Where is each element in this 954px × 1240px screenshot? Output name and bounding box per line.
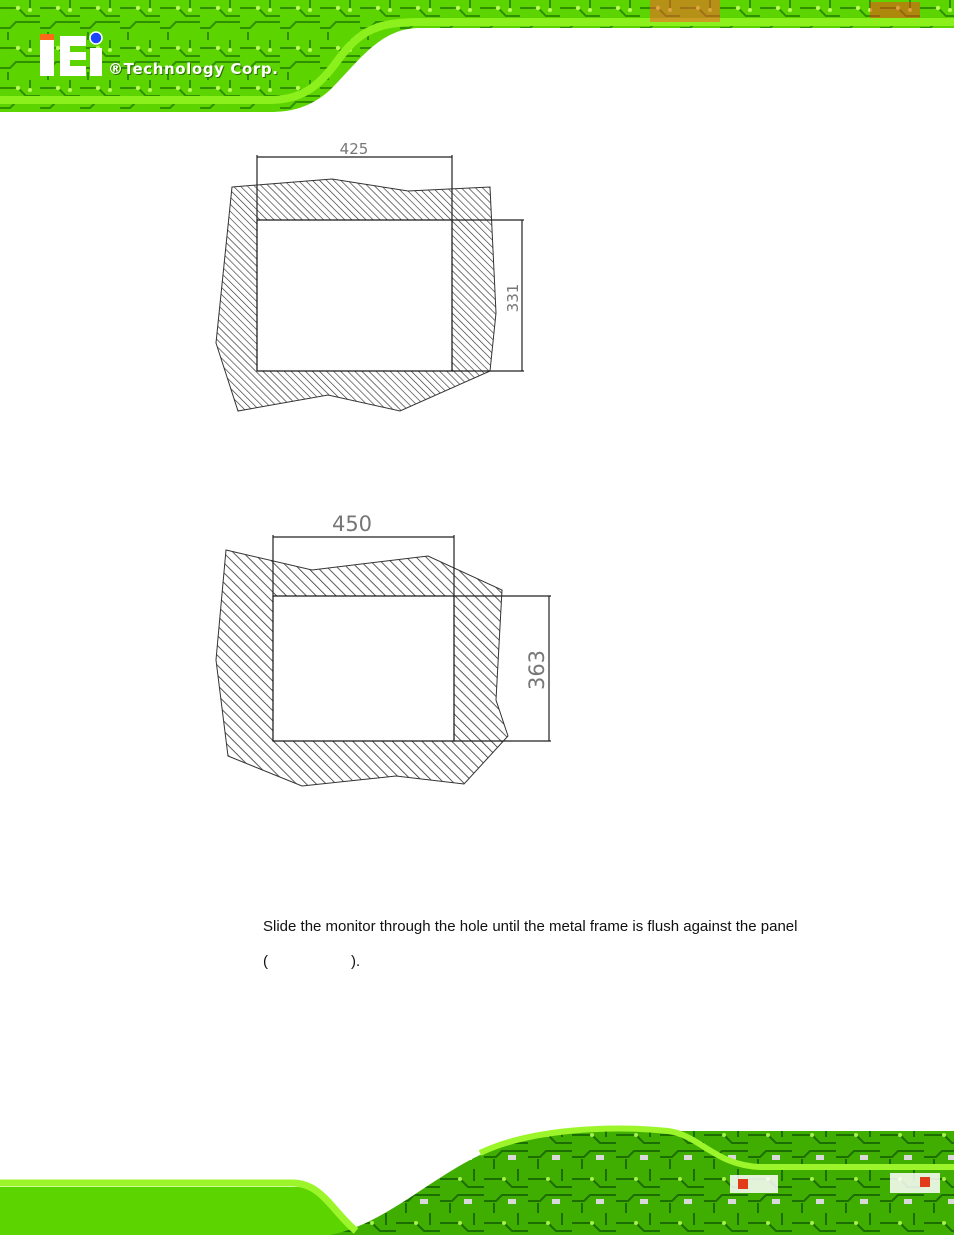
footer-banner xyxy=(0,1125,954,1235)
height-label: 331 xyxy=(504,283,522,313)
page-header xyxy=(0,0,954,115)
header-banner xyxy=(0,0,954,115)
width-label: 450 xyxy=(331,512,373,536)
cutout-diagram-2 xyxy=(210,510,570,795)
height-label: 363 xyxy=(525,649,549,691)
page-footer xyxy=(0,1125,954,1235)
panel-cutout xyxy=(273,596,454,741)
instruction-line-2-close: ). xyxy=(351,953,361,970)
company-name: ®Technology Corp. xyxy=(108,60,279,78)
panel-cutout xyxy=(257,220,452,371)
cutout-diagram-1 xyxy=(210,135,540,420)
width-label: 425 xyxy=(339,140,369,158)
instruction-line-1: Slide the monitor through the hole until the metal frame is flush against the panel xyxy=(263,918,798,935)
instruction-line-2-open: ( xyxy=(263,953,268,970)
